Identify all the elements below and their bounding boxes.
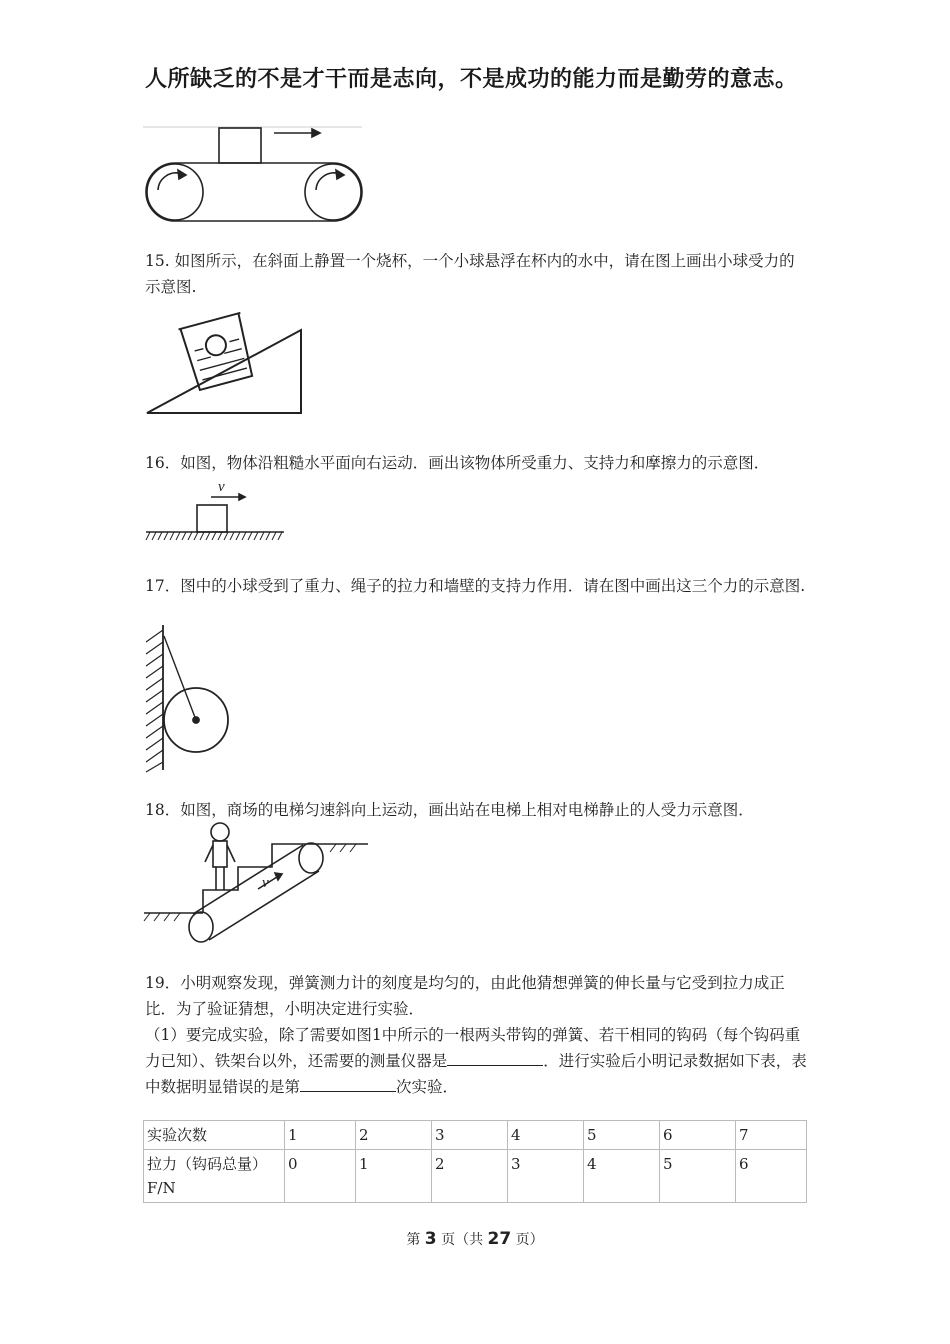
escalator-steps	[203, 844, 307, 913]
q19-part1-c: 次实验．	[396, 1078, 459, 1096]
table-cell: 5	[660, 1150, 736, 1203]
block	[197, 505, 227, 532]
table-cell: 6	[660, 1121, 736, 1150]
footer-prefix: 第	[406, 1232, 421, 1248]
lower-roller	[189, 912, 213, 942]
table-cell: 7	[736, 1121, 807, 1150]
footer-mid: 页（共	[441, 1232, 484, 1248]
question-19	[145, 970, 810, 1100]
incline	[147, 330, 301, 413]
experiment-table	[143, 1120, 807, 1203]
footer-suffix: 页）	[515, 1232, 544, 1248]
left-roller	[147, 164, 203, 220]
page-footer	[0, 1229, 950, 1249]
velocity-label-18: v	[262, 875, 269, 891]
table-cell: 3	[508, 1150, 584, 1203]
q19-part1-a: （1）要完成实验，除了需要如图1中所示的一根两头带钩的弹簧、若干相同的钩码（每个钩码重力已知）、铁架台以外，还需要的测量仪器是	[145, 1026, 801, 1070]
ball	[204, 333, 228, 357]
q19-intro: 19．小明观察发现，弹簧测力计的刻度是均匀的，由此他猜想弹簧的伸长量与它受到拉力成正比．为了验证猜想，小明决定进行实验．	[145, 974, 785, 1018]
rope	[164, 636, 196, 720]
question-18: 18．如图，商场的电梯匀速斜向上运动，画出站在电梯上相对电梯静止的人受力示意图．	[145, 801, 754, 819]
page-number: 3	[424, 1229, 437, 1249]
upper-roller	[299, 843, 323, 873]
table-cell: 1	[285, 1121, 356, 1150]
table-cell: 3	[432, 1121, 508, 1150]
table-cell: 4	[584, 1150, 660, 1203]
right-roller	[305, 164, 361, 220]
table-cell: 5	[584, 1121, 660, 1150]
answer-blank-trial[interactable]	[300, 1075, 396, 1092]
velocity-arrow-18	[258, 877, 277, 889]
beaker	[179, 313, 257, 391]
table-cell: 6	[736, 1150, 807, 1203]
page-total: 27	[487, 1229, 512, 1249]
person-head	[211, 823, 229, 841]
table-cell: 0	[285, 1150, 356, 1203]
ball-17	[164, 688, 228, 752]
person-body	[213, 841, 227, 867]
question-17: 17．图中的小球受到了重力、绳子的拉力和墙壁的支持力作用．请在图中画出这三个力的示意图.	[145, 577, 806, 595]
table-cell: 实验次数	[144, 1121, 285, 1150]
conveyor-box	[219, 128, 261, 163]
table-cell: 2	[356, 1121, 432, 1150]
table-cell: 4	[508, 1121, 584, 1150]
answer-blank-instrument[interactable]	[447, 1049, 543, 1066]
q19-part1-b: ．进行实验后小明记录数据如下表，表中数据明显错误的是第	[145, 1052, 807, 1096]
question-15: 15. 如图所示，在斜面上静置一个烧杯，一个小球悬浮在杯内的水中，请在图上画出小球受力的示意图.	[145, 252, 795, 296]
table-cell: 1	[356, 1150, 432, 1203]
table-row	[144, 1121, 807, 1150]
table-cell: 拉力（钩码总量）F/N	[144, 1150, 285, 1203]
motto-header: 人所缺乏的不是才干而是志向，不是成功的能力而是勤劳的意志。	[145, 67, 798, 92]
velocity-label-16: v	[218, 479, 225, 495]
table-row	[144, 1150, 807, 1203]
table-cell: 2	[432, 1150, 508, 1203]
question-16: 16．如图，物体沿粗糙水平面向右运动．画出该物体所受重力、支持力和摩擦力的示意图．	[145, 454, 770, 472]
